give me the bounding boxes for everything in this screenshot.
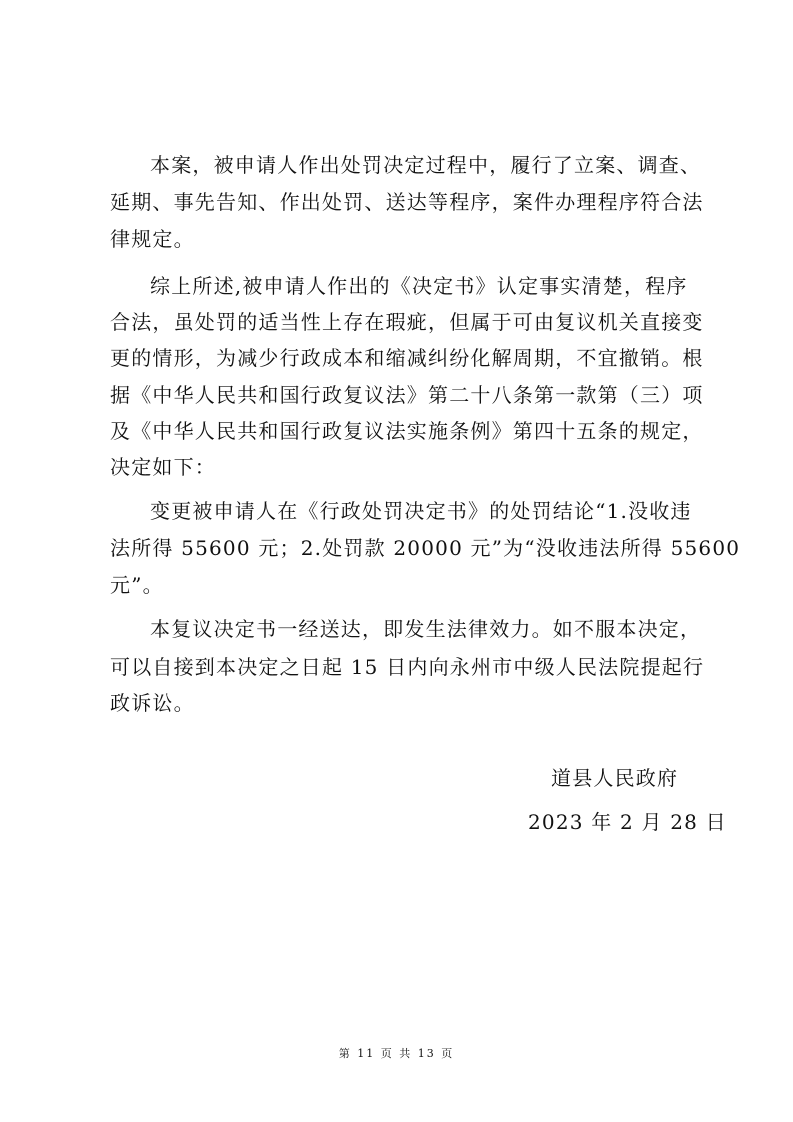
paragraph-2-line-3: 更的情形，为减少行政成本和缩减纠纷化解周期，不宜撤销。根: [110, 346, 704, 370]
issue-date: 2023 年 2 月 28 日: [528, 810, 727, 834]
paragraph-2-line-2: 合法，虽处罚的适当性上存在瑕疵，但属于可由复议机关直接变: [110, 310, 704, 334]
paragraph-3-line-2: 法所得 55600 元；2.处罚款 20000 元”为“没收违法所得 55600: [110, 536, 741, 560]
paragraph-3-line-1: 变更被申请人在《行政处罚决定书》的处罚结论“1.没收违: [150, 499, 692, 523]
paragraph-4-line-1: 本复议决定书一经送达，即发生法律效力。如不服本决定，: [150, 617, 702, 641]
paragraph-2-line-5: 及《中华人民共和国行政复议法实施条例》第四十五条的规定，: [110, 419, 704, 443]
paragraph-1-line-3: 律规定。: [110, 227, 195, 251]
paragraph-2-line-4: 据《中华人民共和国行政复议法》第二十八条第一款第（三）项: [110, 383, 704, 407]
page-number: 第 11 页 共 13 页: [338, 1047, 455, 1060]
paragraph-2-line-6: 决定如下：: [110, 455, 216, 479]
paragraph-2-line-1: 综上所述,被申请人作出的《决定书》认定事实清楚，程序: [150, 274, 688, 298]
paragraph-1-line-2: 延期、事先告知、作出处罚、送达等程序，案件办理程序符合法: [110, 190, 704, 214]
issuing-authority: 道县人民政府: [551, 766, 679, 790]
paragraph-1-line-1: 本案，被申请人作出处罚决定过程中，履行了立案、调查、: [150, 153, 702, 177]
paragraph-3-line-3: 元”。: [110, 573, 164, 597]
paragraph-4-line-3: 政诉讼。: [110, 691, 195, 715]
paragraph-4-line-2: 可以自接到本决定之日起 15 日内向永州市中级人民法院提起行: [110, 655, 705, 679]
